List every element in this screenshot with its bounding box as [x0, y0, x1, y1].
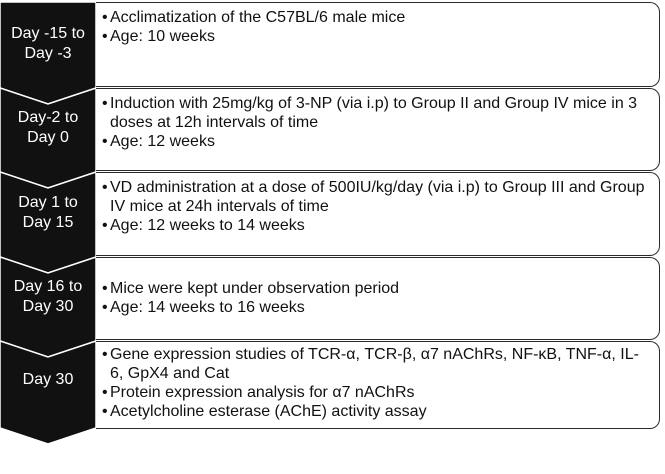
- stage-2-day-label-line-2: Day 0: [27, 129, 69, 146]
- stage-3-day-label: [0, 193, 96, 233]
- stage-4-day-label: [0, 277, 96, 317]
- stage-3-day-label-line-1: Day 1 to: [18, 194, 78, 211]
- stage-3-box: [96, 172, 660, 256]
- stage-5-bullet-list: [102, 345, 651, 421]
- stage-1-bullet: • Acclimatization of the C57BL/6 male mice: [102, 8, 651, 27]
- stage-1-bullet: • Age: 10 weeks: [102, 27, 651, 46]
- stage-2-bullet: • Age: 12 weeks: [102, 132, 651, 151]
- stage-5-box: [96, 341, 660, 429]
- stage-2-box: [96, 88, 660, 171]
- stage-2-day-label: [0, 108, 96, 148]
- stage-4-bullet-list: [102, 263, 651, 317]
- stage-1-bullet-list: [102, 8, 651, 46]
- stage-3-bullet-list: [102, 178, 651, 235]
- stage-1-box: [96, 2, 660, 87]
- stage-4-day-label-line-2: Day 30: [22, 298, 74, 315]
- stage-4-bullet: • Age: 14 weeks to 16 weeks: [102, 298, 651, 317]
- stage-2-day-label-line-1: Day-2 to: [17, 109, 79, 126]
- stage-3-bullet: • VD administration at a dose of 500IU/kg/day (via i.p) to Group III and Group IV mice at 24h intervals of time: [102, 178, 651, 216]
- stage-3-bullet: • Age: 12 weeks to 14 weeks: [102, 216, 651, 235]
- stage-4-box: [96, 257, 660, 340]
- stage-4-day-label-line-1: Day 16 to: [13, 278, 83, 295]
- stage-5-day-label: [0, 370, 96, 390]
- stage-5-day-label-line-1: Day 30: [22, 371, 74, 388]
- stage-5-bullet: • Acetylcholine esterase (AChE) activity assay: [102, 402, 651, 421]
- stage-2-bullet-list: [102, 94, 651, 151]
- stage-3-day-label-line-2: Day 15: [22, 214, 74, 231]
- stage-5-bullet: • Protein expression analysis for α7 nAChRs: [102, 383, 651, 402]
- chevron-arrow-stage-5: [0, 341, 96, 444]
- stage-1-day-label-line-2: Day -3: [24, 45, 72, 62]
- stage-1-day-label: [0, 24, 96, 64]
- stage-1-day-label-line-1: Day -15 to: [11, 25, 85, 42]
- stage-5-bullet: • Gene expression studies of TCR-α, TCR-β, α7 nAChRs, NF-κB, TNF-α, IL-6, GpX4 and Cat: [102, 345, 651, 383]
- stage-4-bullet: • Mice were kept under observation period: [102, 279, 651, 298]
- stage-2-bullet: • Induction with 25mg/kg of 3-NP (via i.p) to Group II and Group IV mice in 3 doses at 12h intervals of time: [102, 94, 651, 132]
